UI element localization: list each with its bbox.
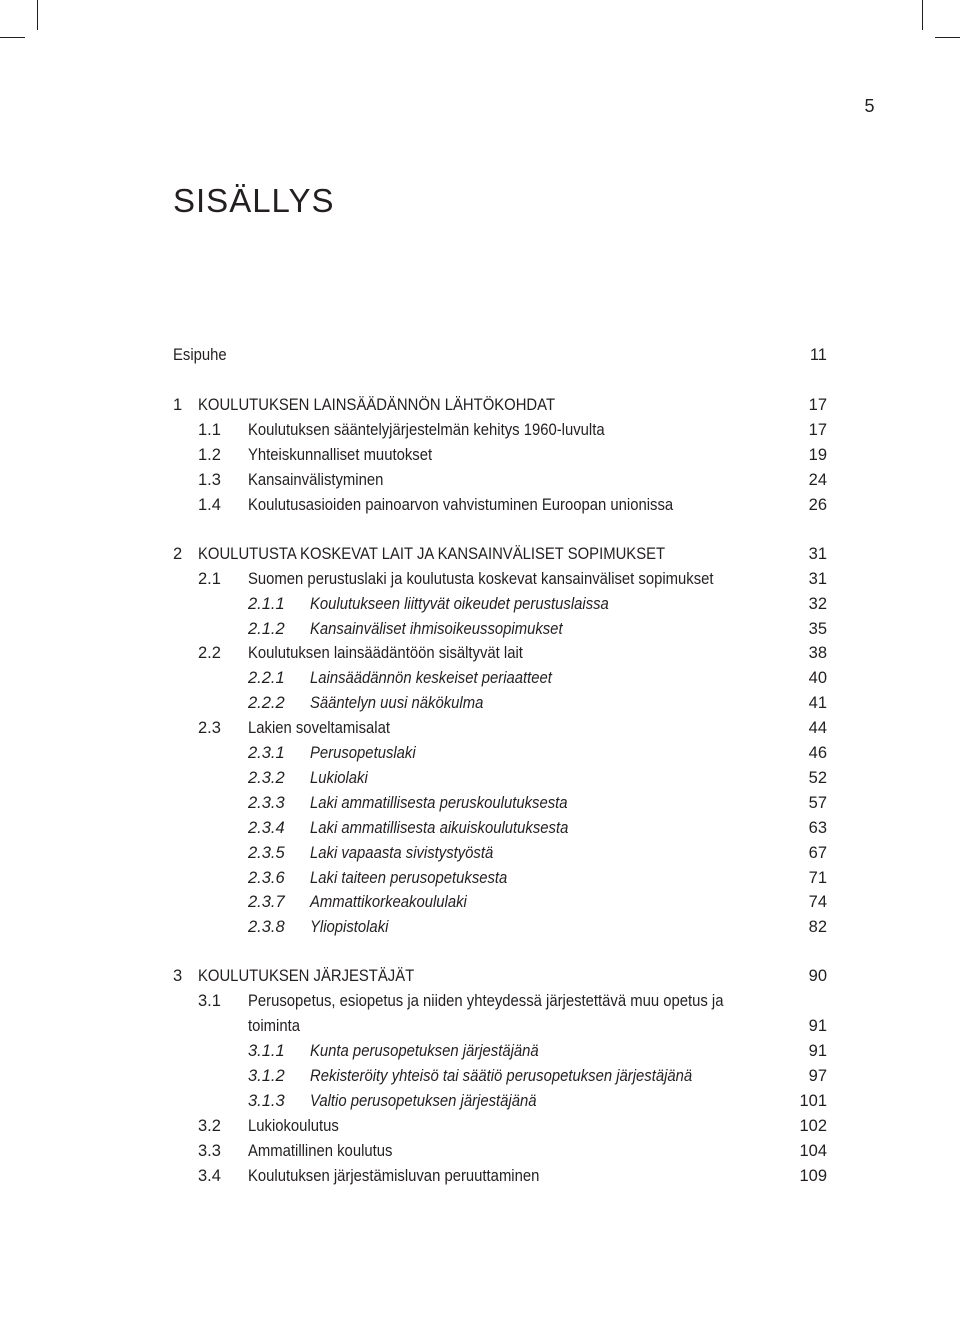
toc-entry-page: 102 [799,1117,827,1135]
toc-entry [0,890,960,914]
toc-entry [0,691,960,715]
toc-entry-page: 82 [808,918,827,936]
toc-entry-number: 3.3 [198,1142,221,1160]
crop-mark-top-left [37,0,38,30]
toc-entry [0,468,960,492]
toc-entry-page: 91 [808,1017,827,1035]
toc-entry-title: Yliopistolaki [310,918,389,936]
toc-entry-page: 31 [808,545,827,563]
toc-entry-title: Ammattikorkeakoululaki [310,893,467,911]
toc-entry-page: 101 [799,1092,827,1110]
toc-entry-number: 2.3.5 [248,844,285,862]
toc-entry-page: 90 [808,967,827,985]
toc-entry-number: 2 [173,545,183,563]
toc-entry-page: 17 [808,396,827,414]
toc-entry-page: 74 [808,893,827,911]
toc-entry-title: Sääntelyn uusi näkökulma [310,694,484,712]
toc-entry-title: Ammatillinen koulutus [248,1142,393,1160]
toc-entry-number: 3.1.3 [248,1092,285,1110]
toc-entry-number: 2.3.1 [248,744,285,762]
toc-entry [0,741,960,765]
toc-entry-page: 63 [808,819,827,837]
toc-entry [0,493,960,517]
toc-entry-number: 3 [173,967,183,985]
toc-entry-title: KOULUTUKSEN JÄRJESTÄJÄT [198,967,415,985]
toc-entry [0,766,960,790]
toc-entry-title: Lukiolaki [310,769,368,787]
toc-entry [0,716,960,740]
toc-entry-number: 1 [173,396,183,414]
toc-entry-title: Kansainväliset ihmisoikeussopimukset [310,620,563,638]
toc-entry-title: Suomen perustuslaki ja koulutusta koskevat kansainväliset sopimukset [248,570,714,588]
toc-entry-page: 71 [808,869,827,887]
toc-entry [0,666,960,690]
toc-entry [0,567,960,591]
toc-entry [0,866,960,890]
crop-mark-right [935,37,960,38]
toc-entry-number: 2.2.2 [248,694,285,712]
toc-entry-page: 67 [808,844,827,862]
toc-entry-title: Lainsäädännön keskeiset periaatteet [310,669,552,687]
toc-entry-page: 35 [808,620,827,638]
toc-entry [0,1039,960,1063]
toc-entry [0,1014,960,1038]
crop-mark-top-right [922,0,923,30]
toc-entry-title: Lakien soveltamisalat [248,719,390,737]
toc-entry-number: 2.1.2 [248,620,285,638]
toc-entry-page: 31 [808,570,827,588]
toc-entry [0,542,960,566]
toc-entry-number: 2.3.6 [248,869,285,887]
toc-entry-number: 2.3 [198,719,221,737]
toc-entry-title: Laki ammatillisesta aikuiskoulutuksesta [310,819,569,837]
toc-entry-title: Rekisteröity yhteisö tai säätiö perusopetuksen järjestäjänä [310,1067,693,1085]
toc-entry-number: 3.1 [198,992,221,1010]
toc-entry-page: 91 [808,1042,827,1060]
toc-entry-number: 2.2.1 [248,669,285,687]
toc-entry-number: 1.2 [198,446,221,464]
toc-entry-number: 3.1.1 [248,1042,285,1060]
toc-entry-title: toiminta [248,1017,301,1035]
toc-entry [0,343,960,367]
toc-entry-number: 2.3.3 [248,794,285,812]
toc-entry-number: 2.3.4 [248,819,285,837]
toc-entry-title: Koulutuksen lainsäädäntöön sisältyvät lait [248,644,523,662]
toc-entry-title: Koulutuksen järjestämisluvan peruuttaminen [248,1167,540,1185]
toc-entry-page: 38 [808,644,827,662]
toc-entry-number: 2.1 [198,570,221,588]
toc-entry-title: KOULUTUSTA KOSKEVAT LAIT JA KANSAINVÄLISET SOPIMUKSET [198,545,666,563]
toc-entry-title: Koulutuksen sääntelyjärjestelmän kehitys 1960-luvulta [248,421,605,439]
toc-entry [0,443,960,467]
page-title: SISÄLLYS [173,182,335,219]
toc-entry-title: Laki taiteen perusopetuksesta [310,869,508,887]
toc-entry-title: Koulutukseen liittyvät oikeudet perustuslaissa [310,595,609,613]
page-number: 5 [864,96,875,116]
toc-entry-page: 40 [808,669,827,687]
toc-entry-title: Valtio perusopetuksen järjestäjänä [310,1092,537,1110]
toc-entry-page: 41 [808,694,827,712]
toc-entry-number: 2.3.7 [248,893,285,911]
toc-entry-page: 11 [809,346,827,364]
toc-entry-title: Perusopetus, esiopetus ja niiden yhteydessä järjestettävä muu opetus ja [248,992,724,1010]
toc-entry-number: 2.3.8 [248,918,285,936]
toc-entry-title: Esipuhe [173,346,227,364]
toc-entry [0,393,960,417]
toc-entry [0,964,960,988]
toc-entry-page: 46 [808,744,827,762]
toc-entry [0,816,960,840]
toc-entry-page: 52 [808,769,827,787]
toc-entry-number: 3.1.2 [248,1067,285,1085]
toc-entry-title: Kansainvälistyminen [248,471,384,489]
toc-entry [0,1064,960,1088]
toc-entry-number: 1.4 [198,496,221,514]
toc-entry-title: Perusopetuslaki [310,744,416,762]
toc-entry [0,1164,960,1188]
toc-entry [0,841,960,865]
toc-entry-page: 32 [808,595,827,613]
toc-entry [0,989,960,1013]
crop-mark-left [0,37,25,38]
toc-entry-page: 57 [808,794,827,812]
toc-entry-number: 3.4 [198,1167,221,1185]
toc-entry-page: 44 [808,719,827,737]
toc-entry-number: 3.2 [198,1117,221,1135]
toc-entry-page: 24 [808,471,827,489]
toc-entry-page: 104 [799,1142,827,1160]
toc-entry [0,1139,960,1163]
toc-entry-number: 2.1.1 [248,595,285,613]
toc-entry-number: 2.2 [198,644,221,662]
toc-entry-page: 17 [808,421,827,439]
toc-entry-title: KOULUTUKSEN LAINSÄÄDÄNNÖN LÄHTÖKOHDAT [198,396,556,414]
toc-entry [0,1089,960,1113]
toc-entry-page: 19 [808,446,827,464]
toc-entry-title: Laki vapaasta sivistystyöstä [310,844,494,862]
toc-entry-title: Yhteiskunnalliset muutokset [248,446,433,464]
toc-entry-page: 97 [808,1067,827,1085]
toc-entry [0,418,960,442]
toc-entry-number: 2.3.2 [248,769,285,787]
toc-entry-number: 1.1 [198,421,221,439]
toc-entry [0,791,960,815]
toc-entry-title: Lukiokoulutus [248,1117,339,1135]
toc-entry [0,915,960,939]
toc-entry-number: 1.3 [198,471,221,489]
toc-entry-title: Koulutusasioiden painoarvon vahvistuminen Euroopan unionissa [248,496,674,514]
toc-entry [0,641,960,665]
toc-entry-title: Laki ammatillisesta peruskoulutuksesta [310,794,568,812]
toc-entry [0,1114,960,1138]
toc-entry-page: 26 [808,496,827,514]
toc-entry-page: 109 [799,1167,827,1185]
toc-entry [0,592,960,616]
toc-entry-title: Kunta perusopetuksen järjestäjänä [310,1042,539,1060]
toc-entry [0,617,960,641]
